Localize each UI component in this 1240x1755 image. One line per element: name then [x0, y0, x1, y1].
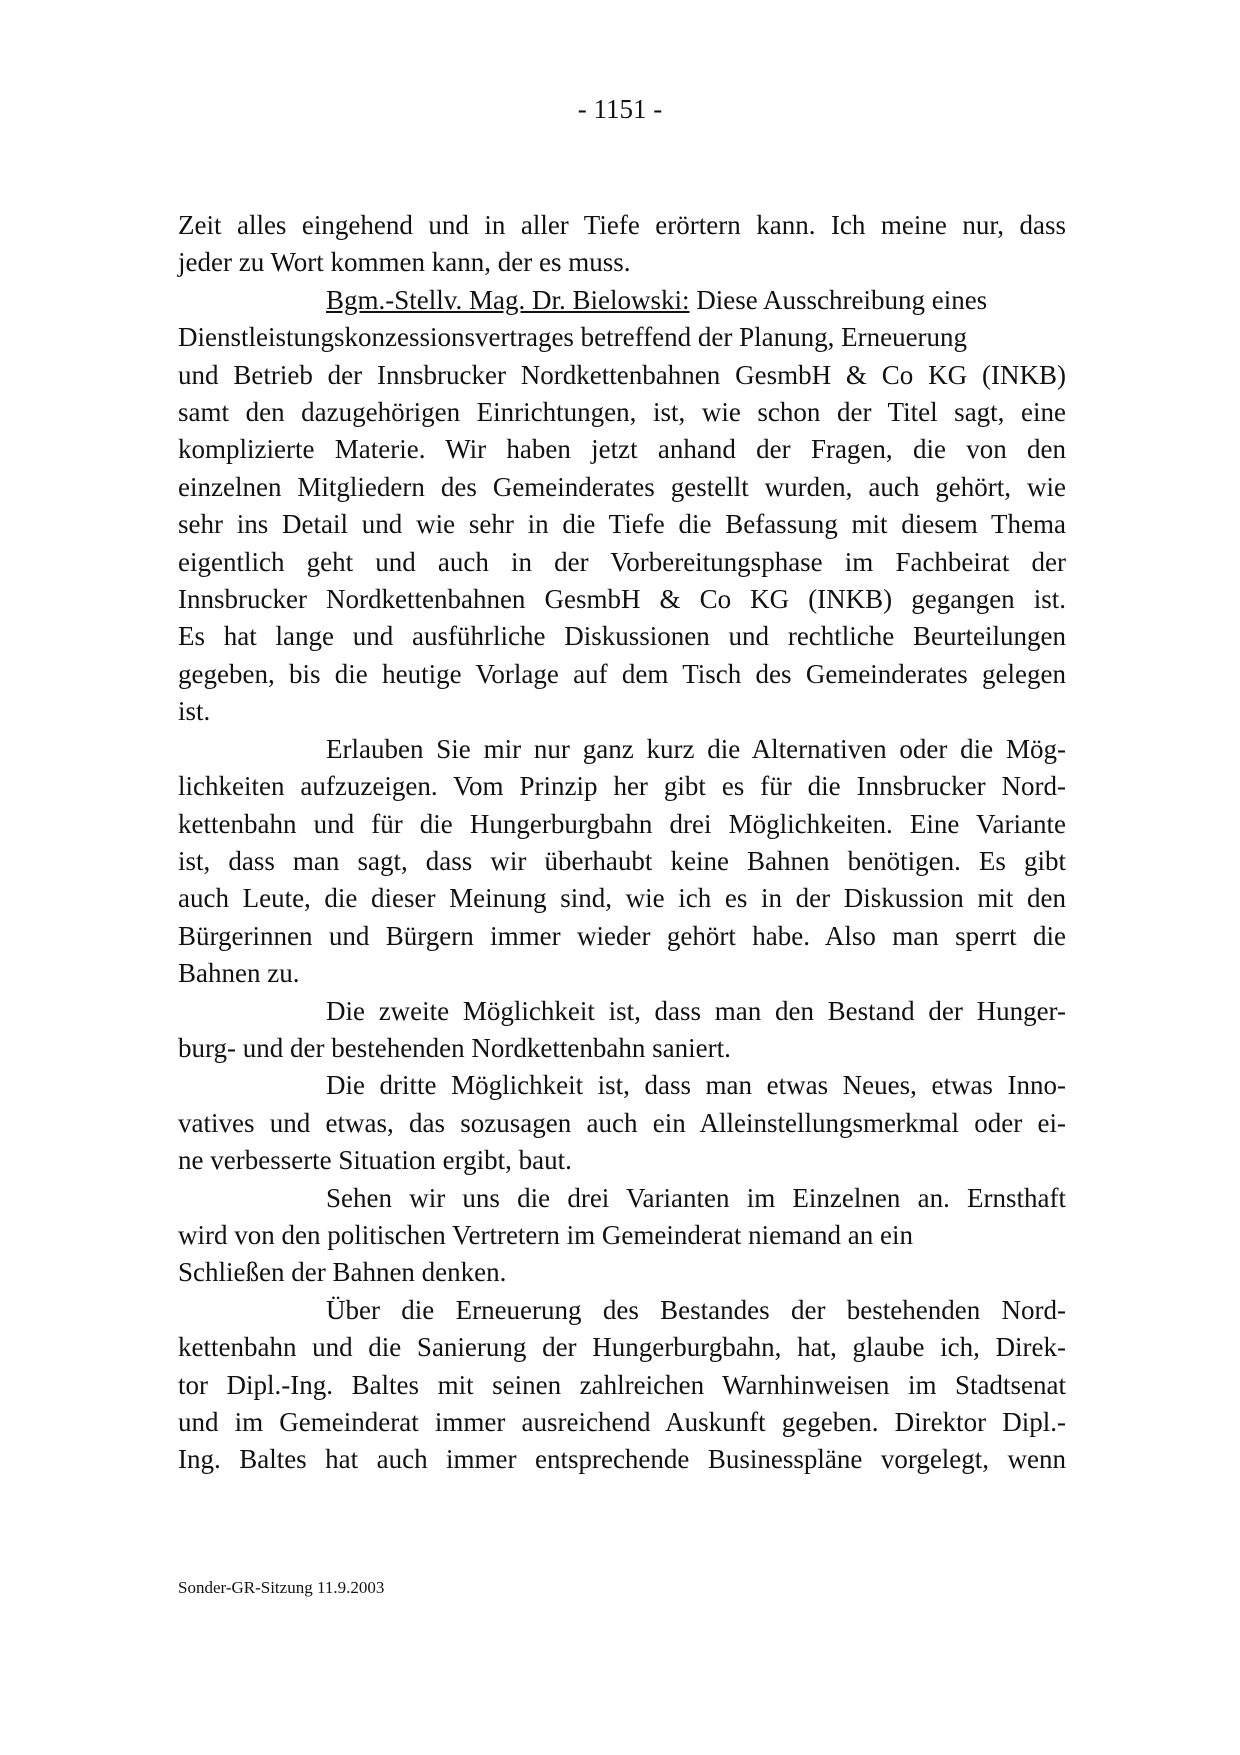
text-line: jeder zu Wort kommen kann, der es muss.	[178, 247, 631, 278]
paragraph	[178, 207, 1066, 282]
paragraph	[178, 1067, 1066, 1179]
text-line: vatives und etwas, das sozusagen auch ein Alleinstellungsmerkmal oder ei-	[178, 1107, 1066, 1138]
text-line: wird von den politischen Vertretern im Gemeinderat niemand an ein	[178, 1219, 914, 1250]
paragraph-continued	[178, 319, 1066, 730]
text-line: Bürgerinnen und Bürgern immer wieder gehört habe. Also man sperrt die	[178, 920, 1066, 951]
text-line: Dienstleistungskonzessionsvertrages betreffend der Planung, Erneuerung	[178, 322, 968, 353]
paragraph	[178, 1292, 1066, 1479]
text-line: sehr ins Detail und wie sehr in die Tiefe die Befassung mit diesem Thema	[178, 509, 1066, 540]
paragraph	[178, 993, 1066, 1068]
text-line: ist, dass man sagt, dass wir überhaubt keine Bahnen benötigen. Es gibt	[178, 845, 1066, 876]
speaker-paragraph	[178, 282, 1066, 319]
text-line: samt den dazugehörigen Einrichtungen, ist, wie schon der Titel sagt, eine	[178, 397, 1066, 428]
speaker-name: Bgm.-Stellv. Mag. Dr. Bielowski:	[326, 284, 690, 315]
text-line	[178, 282, 1066, 319]
footer-session-info: Sonder-GR-Sitzung 11.9.2003	[178, 1578, 385, 1597]
text-line: Ing. Baltes hat auch immer entsprechende Businesspläne vorgelegt, wenn	[178, 1444, 1066, 1475]
text-line: komplizierte Materie. Wir haben jetzt anhand der Fragen, die von den	[178, 434, 1066, 465]
body-text	[178, 207, 1066, 1479]
text-line: Bahnen zu.	[178, 958, 300, 989]
speaker-line-rest: Diese Ausschreibung eines	[689, 284, 988, 315]
text-line: Es hat lange und ausführliche Diskussionen und rechtliche Beurteilungen	[178, 621, 1066, 652]
text-line: Schließen der Bahnen denken.	[178, 1257, 507, 1288]
text-line: und im Gemeinderat immer ausreichend Auskunft gegeben. Direktor Dipl.-	[178, 1407, 1066, 1437]
text-line: ist.	[178, 696, 211, 727]
page-number: - 1151 -	[577, 94, 663, 124]
paragraph	[178, 731, 1066, 993]
paragraph	[178, 1180, 1066, 1292]
text-line: einzelnen Mitgliedern des Gemeinderates gestellt wurden, auch gehört, wie	[178, 471, 1066, 502]
text-line: Die zweite Möglichkeit ist, dass man den Bestand der Hunger-	[326, 995, 1066, 1026]
text-line: kettenbahn und für die Hungerburgbahn drei Möglichkeiten. Eine Variante	[178, 808, 1066, 839]
text-line: eigentlich geht und auch in der Vorbereitungsphase im Fachbeirat der	[178, 546, 1066, 577]
text-line: auch Leute, die dieser Meinung sind, wie ich es in der Diskussion mit den	[178, 883, 1066, 914]
text-line: Die dritte Möglichkeit ist, dass man etwas Neues, etwas Inno-	[326, 1070, 1066, 1101]
text-line: Sehen wir uns die drei Varianten im Einzelnen an. Ernsthaft	[326, 1182, 1066, 1213]
text-line: gegeben, bis die heutige Vorlage auf dem Tisch des Gemeinderates gelegen	[178, 658, 1066, 689]
text-line: kettenbahn und die Sanierung der Hungerburgbahn, hat, glaube ich, Direk-	[178, 1332, 1066, 1363]
text-line: Erlauben Sie mir nur ganz kurz die Alternativen oder die Mög-	[326, 733, 1066, 764]
text-line: Zeit alles eingehend und in aller Tiefe erörtern kann. Ich meine nur, dass	[178, 210, 1066, 240]
text-line: ne verbesserte Situation ergibt, baut.	[178, 1145, 572, 1176]
text-line: burg- und der bestehenden Nordkettenbahn saniert.	[178, 1032, 731, 1063]
text-line: lichkeiten aufzuzeigen. Vom Prinzip her gibt es für die Innsbrucker Nord-	[178, 771, 1066, 802]
text-line: und Betrieb der Innsbrucker Nordkettenbahnen GesmbH & Co KG (INKB)	[178, 359, 1066, 390]
text-line: tor Dipl.-Ing. Baltes mit seinen zahlreichen Warnhinweisen im Stadtsenat	[178, 1369, 1066, 1400]
text-line: Über die Erneuerung des Bestandes der bestehenden Nord-	[326, 1294, 1066, 1325]
text-line: Innsbrucker Nordkettenbahnen GesmbH & Co KG (INKB) gegangen ist.	[178, 584, 1066, 615]
